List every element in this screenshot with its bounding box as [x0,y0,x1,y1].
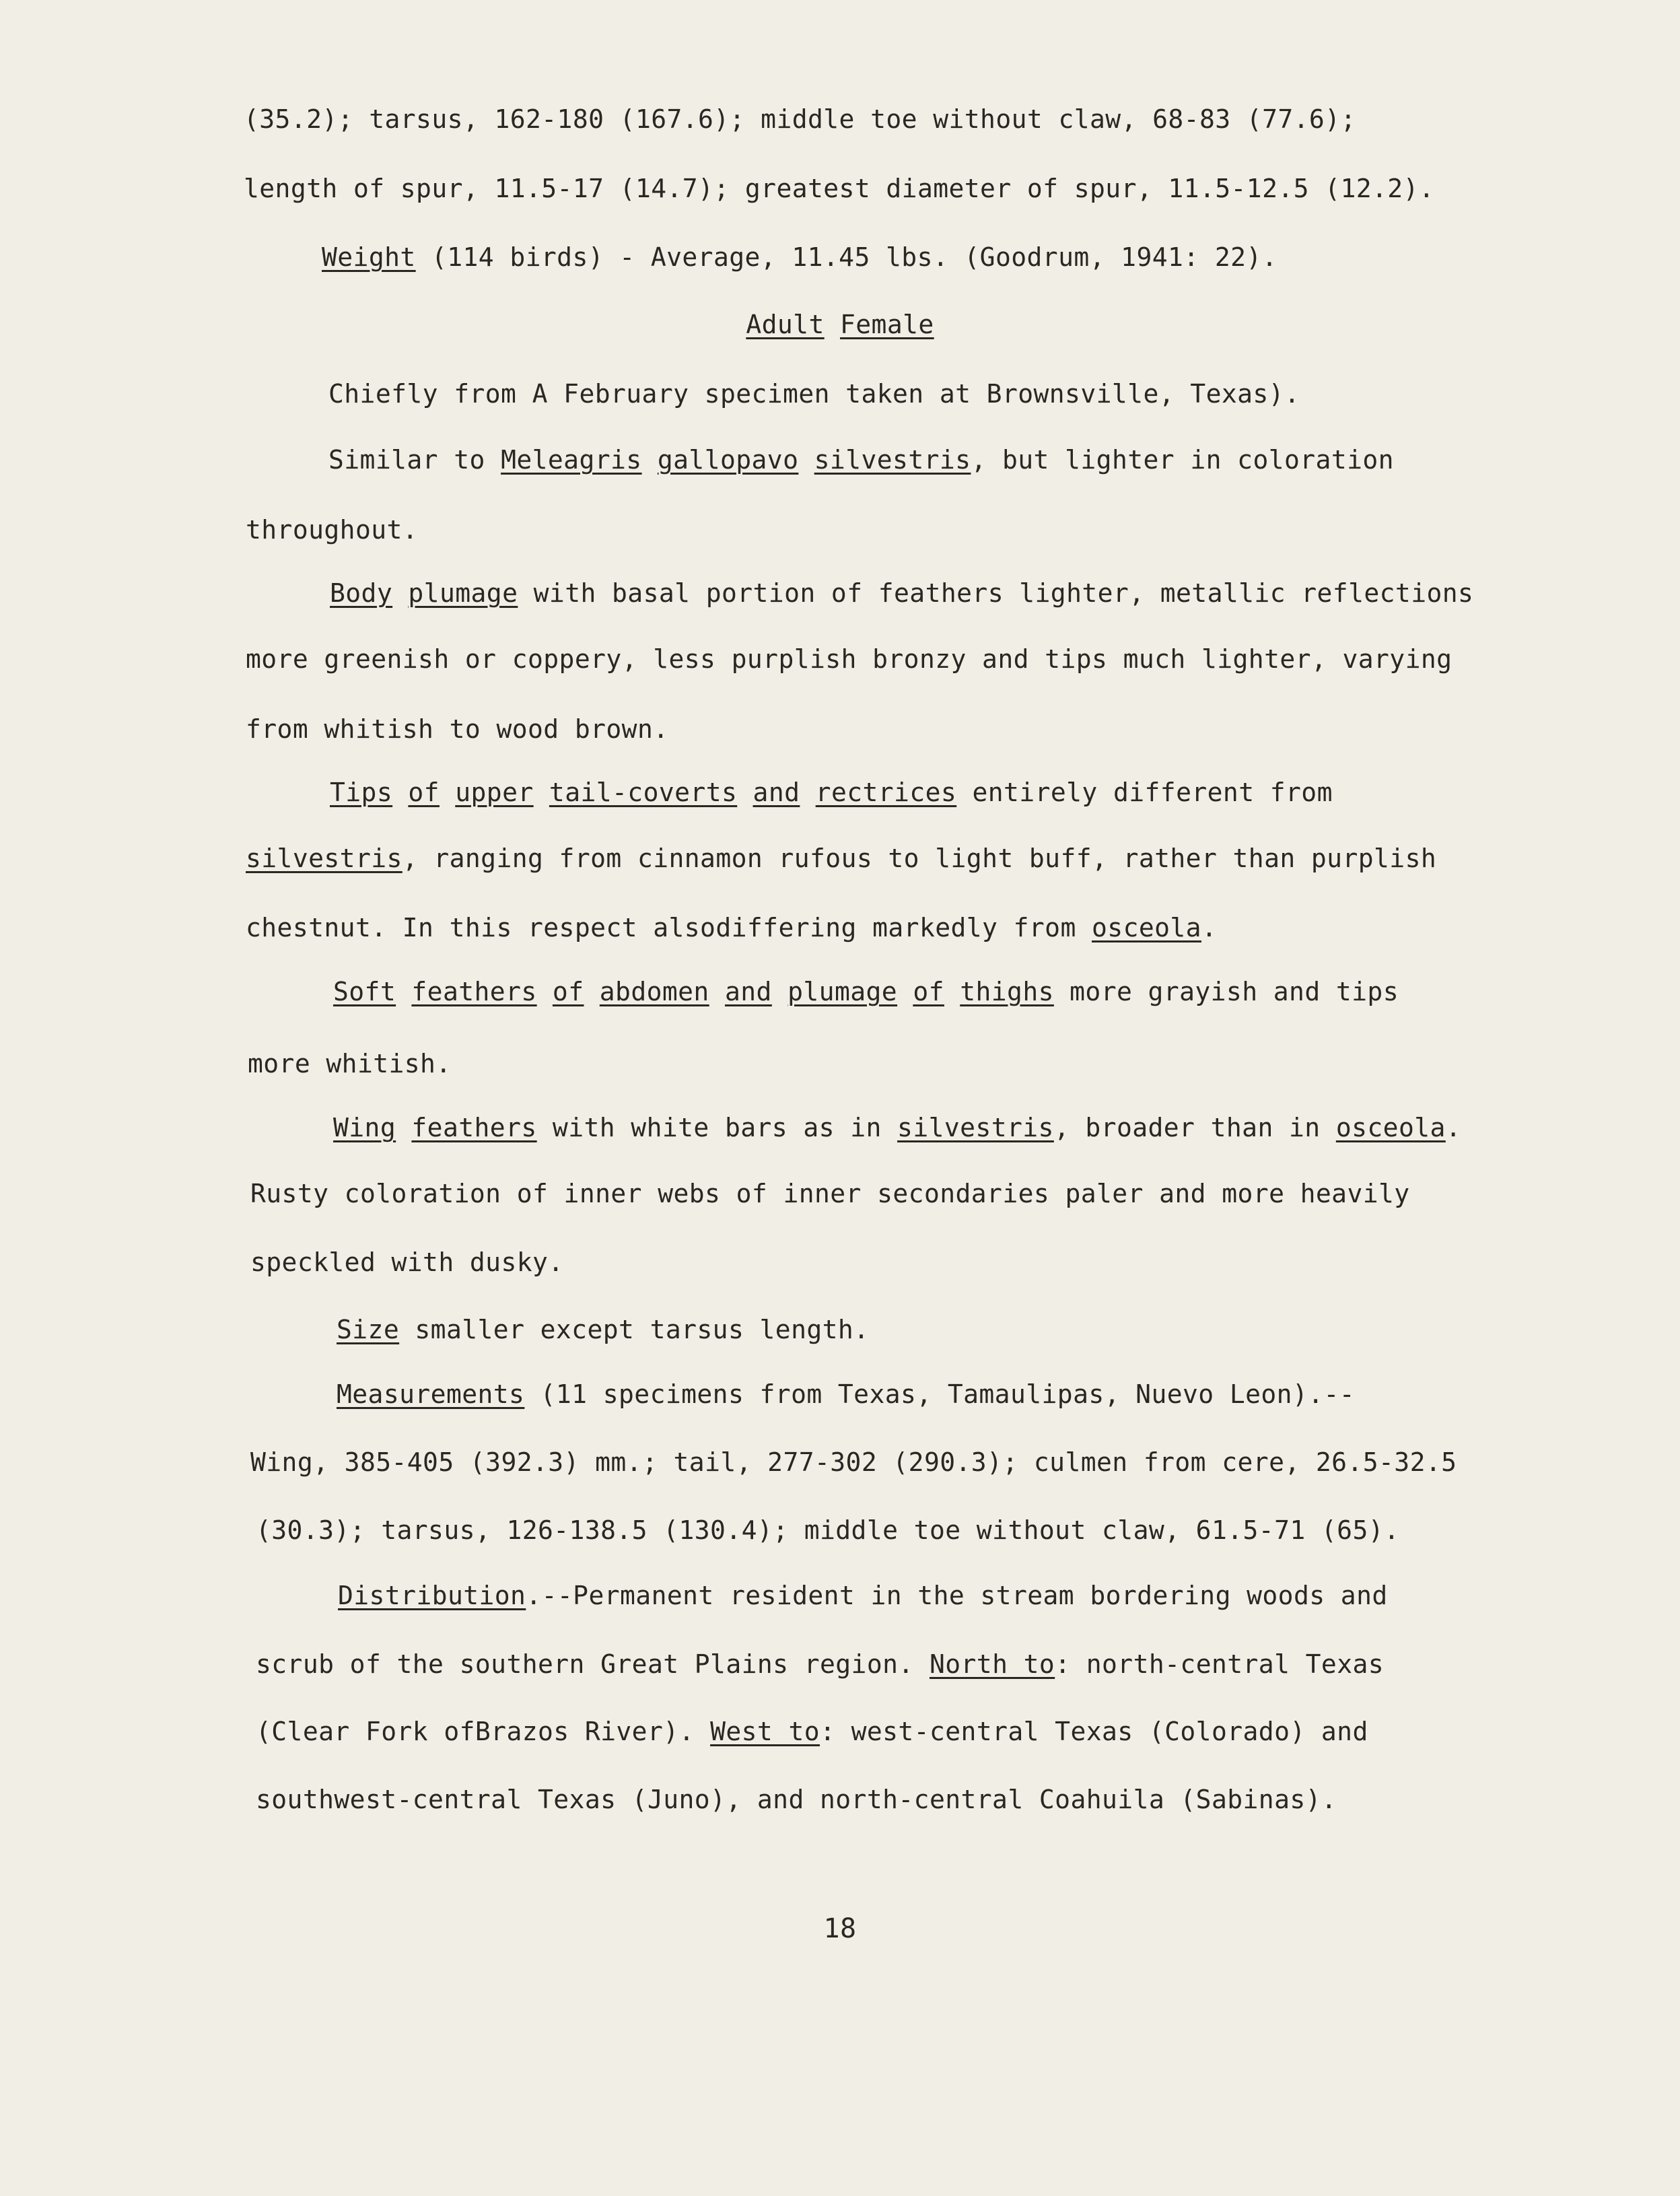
text-run: , ranging from cinnamon rufous to light buff, rather than purplish [402,844,1437,873]
text-line: more whitish. [248,1049,452,1078]
text-run: scrub of the southern Great Plains region. [256,1649,930,1679]
heading-word: feathers [411,977,537,1006]
text-run: : west-central Texas (Colorado) and [820,1717,1368,1746]
text-line [322,240,1278,274]
species-name: silvestris [897,1113,1054,1142]
heading-word: feathers [411,1113,537,1142]
heading-word: and [725,977,772,1006]
heading-north: North to [929,1649,1055,1679]
heading-word: rectrices [815,778,957,807]
heading-word: Female [840,310,934,339]
heading-word: thighs [960,977,1054,1006]
text-run: .--Permanent resident in the stream bordering woods and [526,1581,1388,1610]
text-line: southwest-central Texas (Juno), and north-central Coahuila (Sabinas). [256,1785,1337,1814]
heading-word: plumage [408,578,518,608]
text-line [333,975,1399,1008]
species-name: gallopavo [657,445,799,475]
heading-word: of [552,977,584,1006]
text-line [246,842,1436,875]
text-run: (11 specimens from Texas, Tamaulipas, Nuevo Leon).-- [524,1379,1356,1409]
text-line: (35.2); tarsus, 162-180 (167.6); middle toe without claw, 68-83 (77.6); [244,104,1356,134]
text-line [246,911,1217,945]
heading-word: abdomen [599,977,709,1006]
heading-distribution: Distribution [338,1581,526,1610]
text-line: speckled with dusky. [250,1247,564,1277]
heading-word: Body [330,578,393,608]
text-line [256,1647,1384,1681]
text-run: smaller except tarsus length. [399,1315,870,1344]
heading-word: plumage [788,977,898,1006]
text-line: from whitish to wood brown. [246,714,669,744]
text-line [333,1111,1461,1144]
heading-word: Wing [333,1113,396,1142]
text-run: . [1445,1113,1462,1142]
text-line [338,1579,1388,1612]
text-line: (30.3); tarsus, 126-138.5 (130.4); middle toe without claw, 61.5-71 (65). [256,1515,1400,1545]
text-run: (Clear Fork ofBrazos River). [256,1717,711,1746]
text-line [328,443,1394,477]
text-run: , but lighter in coloration [971,445,1394,475]
species-name: osceola [1335,1113,1446,1142]
text-line [337,1377,1355,1411]
text-run: with basal portion of feathers lighter, metallic reflections [518,578,1474,608]
heading-word: Tips [330,778,393,807]
text-run: more grayish and tips [1053,977,1399,1006]
text-run: . [1201,913,1218,942]
text-line: Chiefly from A February specimen taken at Brownsville, Texas). [328,379,1300,409]
text-run: , broader than in [1053,1113,1336,1142]
text-line: length of spur, 11.5-17 (14.7); greatest diameter of spur, 11.5-12.5 (12.2). [244,174,1435,203]
heading-weight: Weight [322,242,416,272]
text-run: Similar to [328,445,501,475]
section-heading [0,308,1680,341]
heading-size: Size [337,1315,400,1344]
species-name: silvestris [246,844,403,873]
heading-word: upper [455,778,534,807]
heading-word: and [753,778,800,807]
species-name: silvestris [814,445,971,475]
text-line: throughout. [246,515,419,545]
heading-word: of [913,977,944,1006]
species-name: Meleagris [501,445,642,475]
text-run: (114 birds) - Average, 11.45 lbs. (Goodrum, 1941: 22). [415,242,1278,272]
text-line: more greenish or coppery, less purplish bronzy and tips much lighter, varying [246,644,1452,674]
text-run: chestnut. In this respect alsodiffering markedly from [246,913,1092,942]
species-name: osceola [1092,913,1201,942]
text-line [337,1313,869,1346]
text-line: Rusty coloration of inner webs of inner secondaries paler and more heavily [250,1179,1410,1208]
text-run: : north-central Texas [1055,1649,1385,1679]
text-run: with white bars as in [536,1113,898,1142]
heading-word: of [408,778,440,807]
page-number: 18 [823,1913,857,1944]
text-line: Wing, 385-405 (392.3) mm.; tail, 277-302 (290.3); culmen from cere, 26.5-32.5 [250,1447,1457,1477]
text-run: entirely different from [956,778,1333,807]
heading-word: tail-coverts [549,778,738,807]
heading-west: West to [710,1717,820,1746]
text-line [256,1715,1368,1748]
heading-word: Soft [333,977,396,1006]
text-line [330,576,1473,610]
heading-word: Adult [746,310,825,339]
heading-measurements: Measurements [337,1379,525,1409]
text-line [330,776,1333,809]
